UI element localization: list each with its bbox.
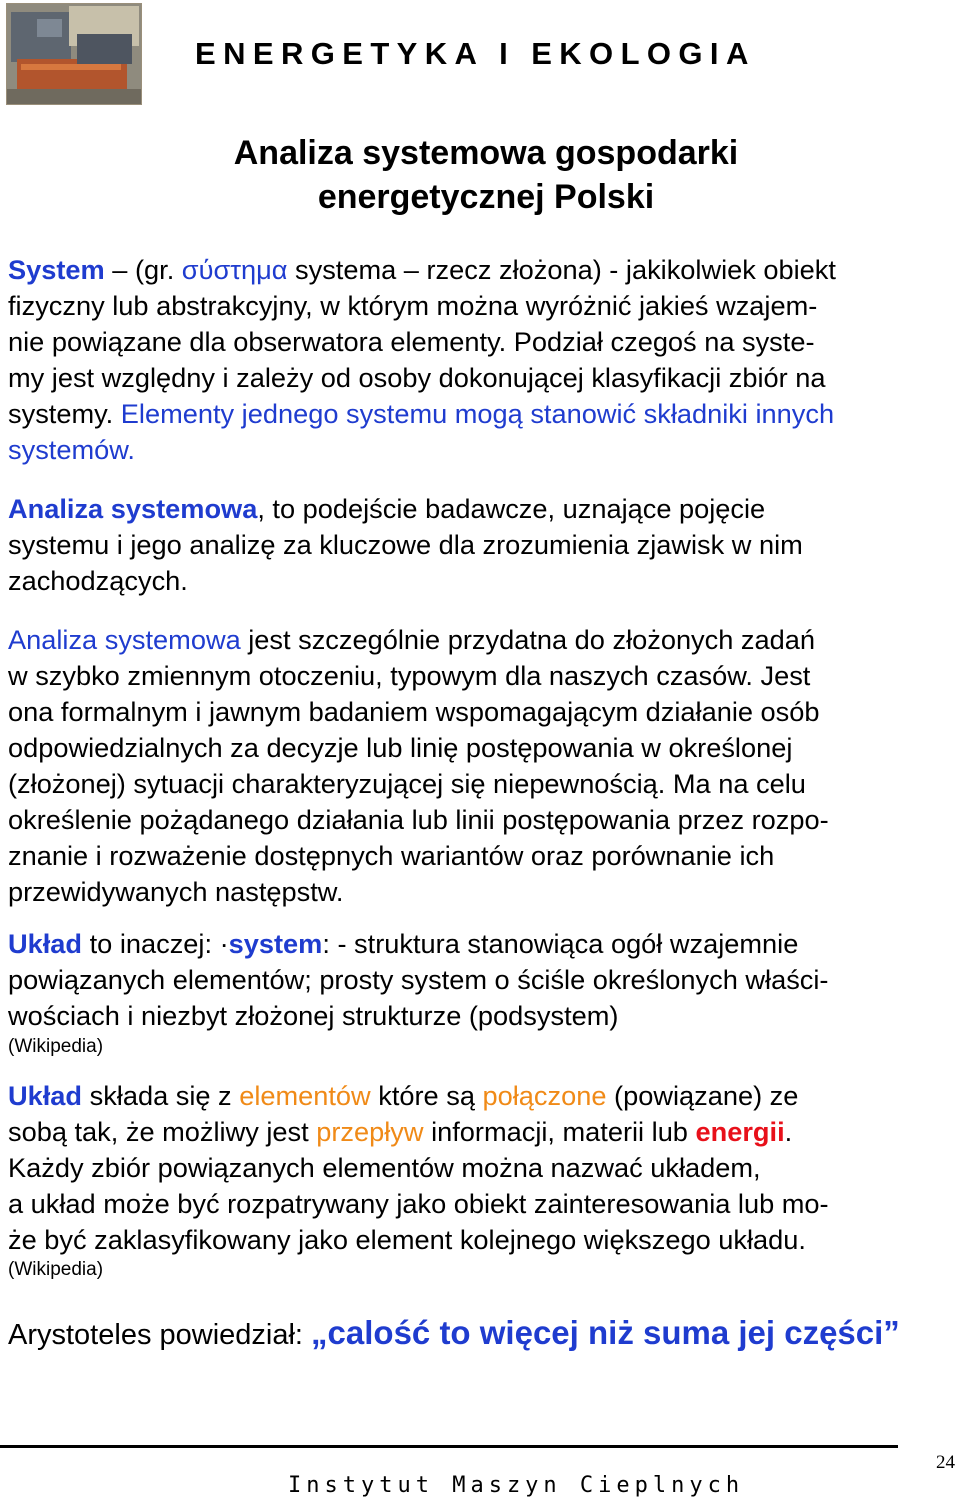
term-analiza-systemowa: Analiza systemowa — [8, 493, 258, 524]
quote-text: „calość to więcej niż suma jej części” — [311, 1314, 900, 1351]
source-citation-2: (Wikipedia) — [8, 1259, 104, 1280]
footer-divider — [0, 1445, 898, 1448]
document-title — [0, 131, 960, 219]
text: . — [784, 1116, 793, 1147]
document-title-line-2: energetycznej Polski — [317, 178, 655, 216]
paragraph-uklad-elements — [8, 1078, 958, 1258]
page-number: 24 — [936, 1452, 955, 1473]
source-citation: (Wikipedia) — [8, 1036, 104, 1057]
text-line: systemów. — [8, 434, 135, 465]
text: (powiązane) ze — [606, 1080, 799, 1111]
highlight-energii: energii — [695, 1116, 785, 1147]
text: które są — [370, 1080, 483, 1111]
text: sobą tak, że możliwy jest — [8, 1116, 317, 1147]
text-line: odpowiedzialnych za decyzje lub linię postępowania w określonej — [8, 732, 793, 763]
term-uklad: Układ — [8, 928, 83, 959]
text: systemy. — [8, 398, 121, 429]
aristotle-quote — [8, 1313, 900, 1355]
text-line: my jest względny i zależy od osoby dokonującej klasyfikacji zbiór na — [8, 362, 826, 393]
paragraph-uklad-definition — [8, 926, 958, 1034]
text: , to podejście badawcze, uznające pojęcie — [257, 493, 766, 524]
text: : - struktura stanowiąca ogół wzajemnie — [322, 928, 799, 959]
quote-prefix: Arystoteles powiedział: — [8, 1319, 312, 1351]
highlight-elementow: elementów — [239, 1080, 371, 1111]
text-line: powiązanych elementów; prosty system o ściśle określonych właści- — [8, 964, 829, 995]
text-line: Każdy zbiór powiązanych elementów można nazwać układem, — [8, 1152, 761, 1183]
text-line: określenie pożądanego działania lub linii postępowania przez rozpo- — [8, 804, 829, 835]
text: systema – rzecz złożona) - jakikolwiek obiekt — [287, 254, 836, 285]
paragraph-system-definition — [8, 252, 958, 468]
highlight-polaczone: połączone — [482, 1080, 607, 1111]
text-line: znanie i rozważenie dostępnych wariantów oraz porównanie ich — [8, 840, 775, 871]
header-title: ENERGETYKA I EKOLOGIA — [195, 36, 756, 71]
text-line: a układ może być rozpatrywany jako obiekt zainteresowania lub mo- — [8, 1188, 829, 1219]
paragraph-analysis-usefulness — [8, 622, 958, 910]
term-system-2: system — [228, 928, 323, 959]
text-line: w szybko zmiennym otoczeniu, typowym dla naszych czasów. Jest — [8, 660, 811, 691]
term-system: System — [8, 254, 105, 285]
highlight-elements: Elementy jednego systemu mogą stanowić składniki innych — [120, 398, 835, 429]
text: to inaczej: · — [82, 928, 229, 959]
text-line: wościach i niezbyt złożonej strukturze (podsystem) — [8, 1000, 619, 1031]
text: – (gr. — [104, 254, 182, 285]
text-line: że być zaklasyfikowany jako element kolejnego większego układu. — [8, 1224, 806, 1255]
greek-term: σύστημα — [181, 254, 288, 285]
text-line: (złożonej) sytuacji charakteryzującej się niepewnością. Ma na celu — [8, 768, 806, 799]
text-line: nie powiązane dla obserwatora elementy. Podział czegoś na syste- — [8, 326, 815, 357]
text-line: fizyczny lub abstrakcyjny, w którym można wyróżnić jakieś wzajem- — [8, 290, 818, 321]
term-analiza-systemowa-2: Analiza systemowa — [8, 624, 241, 655]
text-line: systemu i jego analizę za kluczowe dla zrozumienia zjawisk w nim — [8, 529, 803, 560]
text-line: przewidywanych następstw. — [8, 876, 344, 907]
header-photo — [6, 3, 142, 105]
highlight-przeplyw: przepływ — [316, 1116, 424, 1147]
paragraph-system-analysis — [8, 491, 958, 599]
text-line: zachodzących. — [8, 565, 188, 596]
text: składa się z — [82, 1080, 240, 1111]
document-title-line-1: Analiza systemowa gospodarki — [233, 134, 739, 172]
text-line: ona formalnym i jawnym badaniem wspomagającym działanie osób — [8, 696, 820, 727]
text: jest szczególnie przydatna do złożonych zadań — [240, 624, 815, 655]
term-uklad-2: Układ — [8, 1080, 83, 1111]
footer-institute: Instytut Maszyn Cieplnych — [288, 1473, 745, 1498]
text: informacji, materii lub — [423, 1116, 696, 1147]
